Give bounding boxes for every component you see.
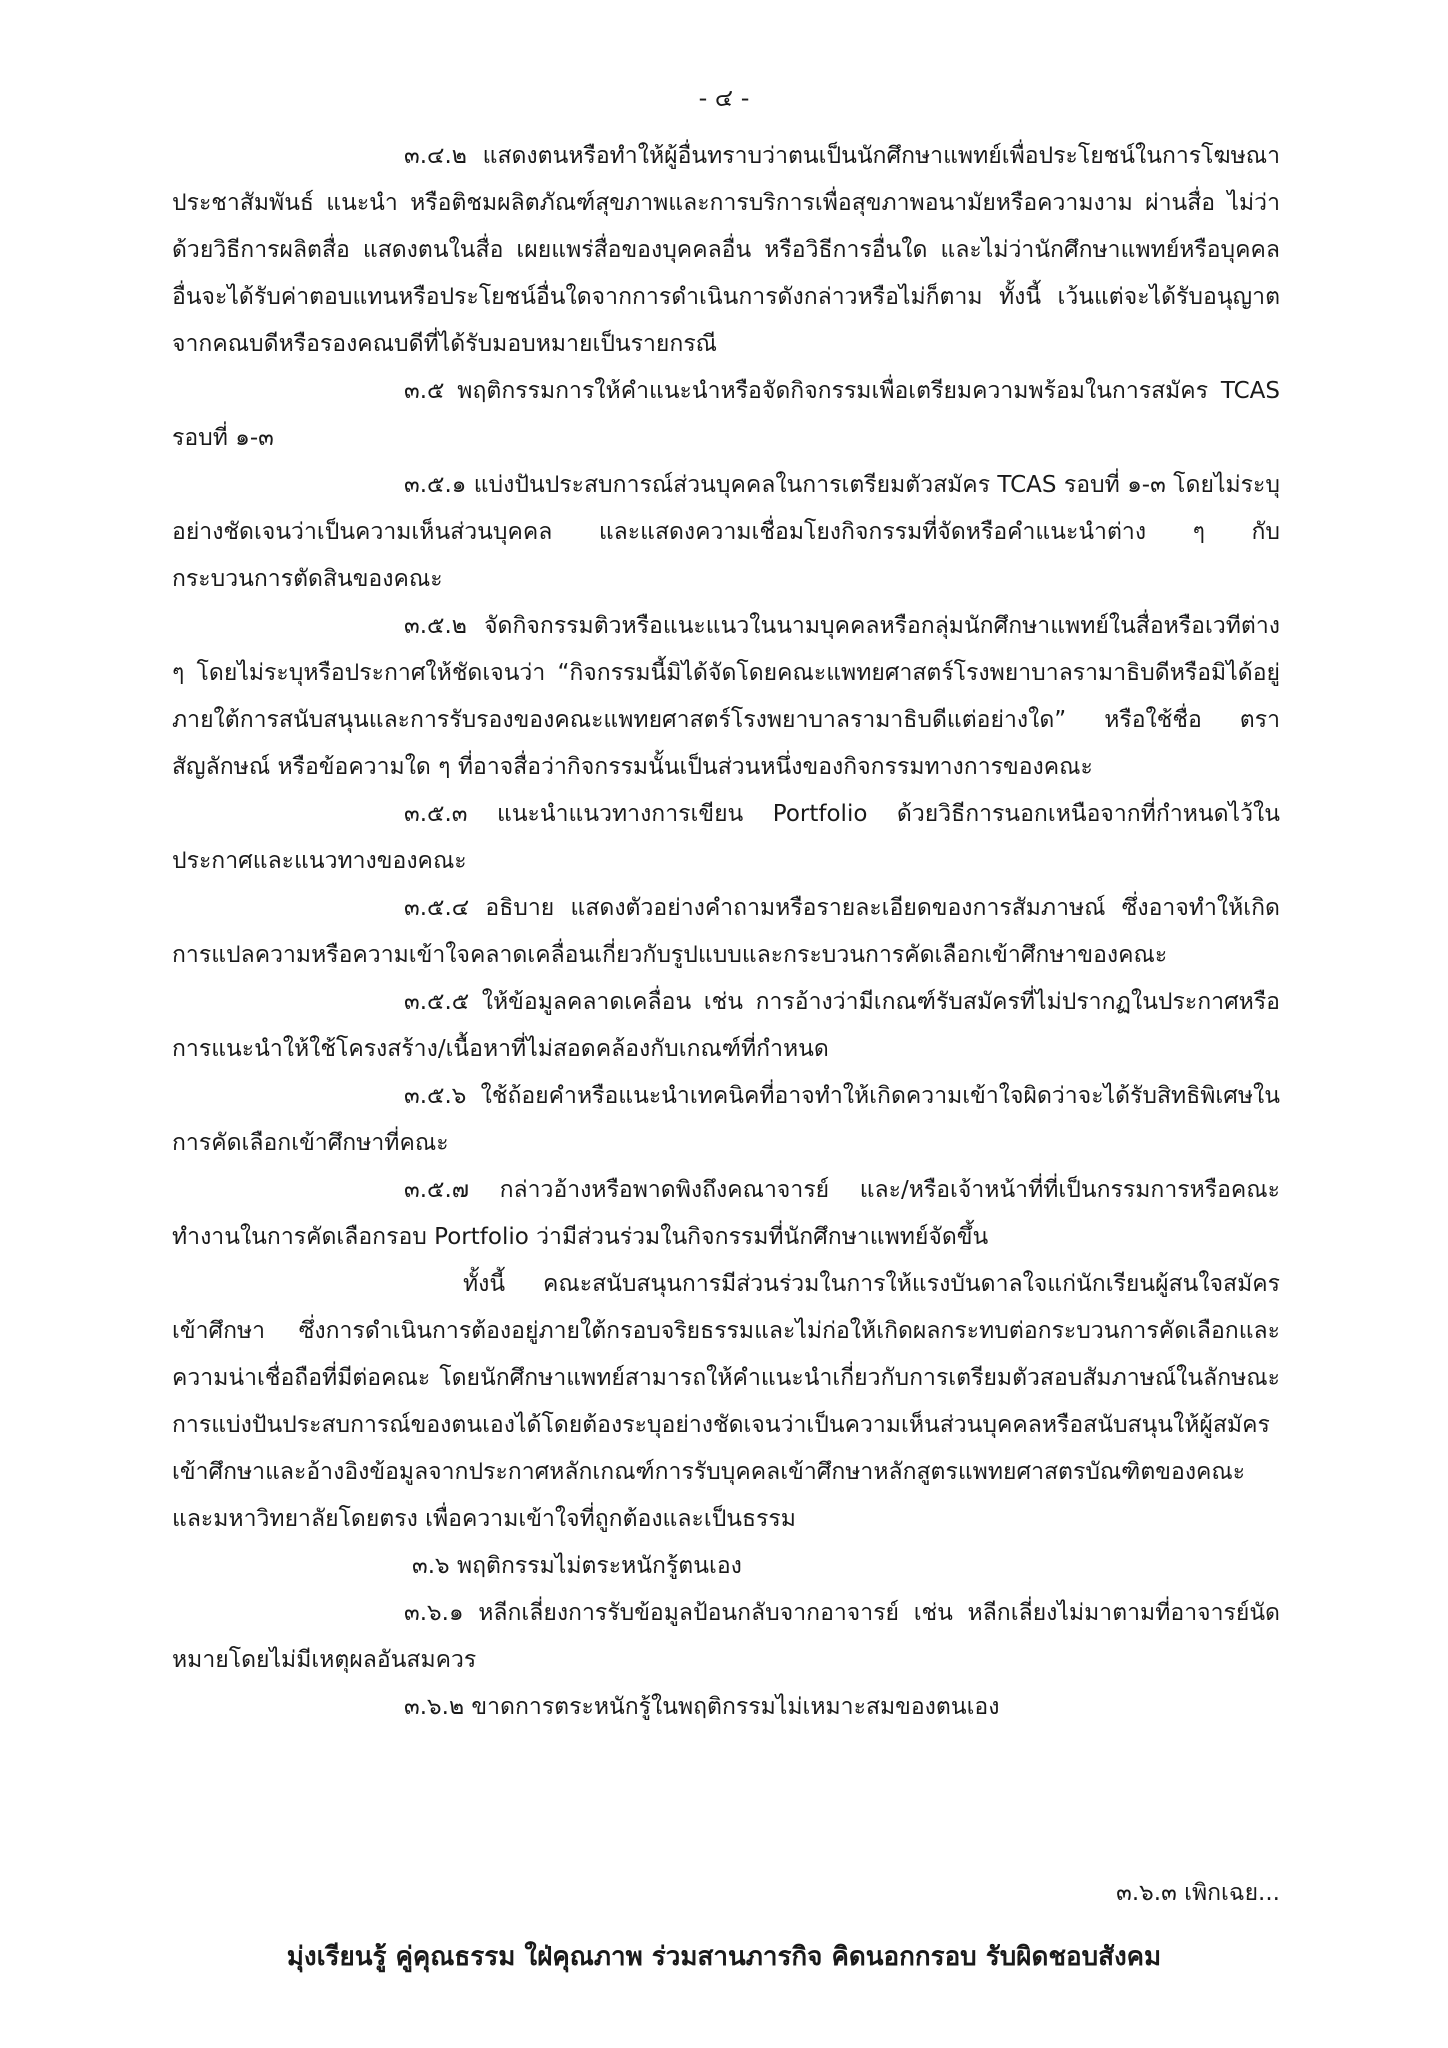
paragraph-3-6-1: ๓.๖.๑ หลีกเลี่ยงการรับข้อมูลป้อนกลับจากอาจารย์ เช่น หลีกเลี่ยงไม่มาตามที่อาจารย์นัดหมายโดยไม่มีเหตุผลอันสมควร <box>172 1600 1280 1673</box>
paragraph-3-5-7: ๓.๕.๗ กล่าวอ้างหรือพาดพิงถึงคณาจารย์ และ/หรือเจ้าหน้าที่ที่เป็นกรรมการหรือคณะทำงานในการคัดเลือกรอบ Portfolio ว่ามีส่วนร่วมในกิจกรรมที่นักศึกษาแพทย์จัดขึ้น <box>172 1177 1280 1250</box>
heading-3-6: ๓.๖ พฤติกรรมไม่ตระหนักรู้ตนเอง <box>412 1553 742 1579</box>
page-number: - ๔ - <box>698 84 750 112</box>
paragraph-3-5-3: ๓.๕.๓ แนะนำแนวทางการเขียน Portfolio ด้วยวิธีการนอกเหนือจากที่กำหนดไว้ในประกาศและแนวทางของคณะ <box>172 801 1280 874</box>
continuation-marker: ๓.๖.๓ เพิกเฉย... <box>1116 1880 1280 1906</box>
paragraph-3-5-2: ๓.๕.๒ จัดกิจกรรมติวหรือแนะแนวในนามบุคคลหรือกลุ่มนักศึกษาแพทย์ในสื่อหรือเวทีต่าง ๆ โดยไม่ระบุหรือประกาศให้ชัดเจนว่า “กิจกรรมนี้มิได้จัดโดยคณะแพทยศาสตร์โรงพยาบาลรามาธิบดีหรือมิได้อยู่ภายใต้การสนับสนุนและการรับรองของคณะแพทยศาสตร์โรงพยาบาลรามาธิบดีแต่อย่างใด” หรือใช้ชื่อ ตราสัญลักษณ์ หรือข้อความใด ๆ ที่อาจสื่อว่ากิจกรรมนั้นเป็นส่วนหนึ่งของกิจกรรมทางการของคณะ <box>172 613 1280 780</box>
paragraph-3-5-6: ๓.๕.๖ ใช้ถ้อยคำหรือแนะนำเทคนิคที่อาจทำให้เกิดความเข้าใจผิดว่าจะได้รับสิทธิพิเศษในการคัดเลือกเข้าศึกษาที่คณะ <box>172 1083 1280 1156</box>
heading-3-5: ๓.๕ พฤติกรรมการให้คำแนะนำหรือจัดกิจกรรมเพื่อเตรียมความพร้อมในการสมัคร TCAS รอบที่ ๑-๓ <box>172 378 1280 451</box>
paragraph-support-note: ทั้งนี้ คณะสนับสนุนการมีส่วนร่วมในการให้แรงบันดาลใจแก่นักเรียนผู้สนใจสมัครเข้าศึกษา ซึ่งการดำเนินการต้องอยู่ภายใต้กรอบจริยธรรมและไม่ก่อให้เกิดผลกระทบต่อกระบวนการคัดเลือกและความน่าเชื่อถือที่มีต่อคณะ โดยนักศึกษาแพทย์สามารถให้คำแนะนำเกี่ยวกับการเตรียมตัวสอบสัมภาษณ์ในลักษณะการแบ่งปันประสบการณ์ของตนเองได้โดยต้องระบุอย่างชัดเจนว่าเป็นความเห็นส่วนบุคคลหรือสนับสนุนให้ผู้สมัครเข้าศึกษาและอ้างอิงข้อมูลจากประกาศหลักเกณฑ์การรับบุคคลเข้าศึกษาหลักสูตรแพทยศาสตรบัณฑิตของคณะและมหาวิทยาลัยโดยตรง เพื่อความเข้าใจที่ถูกต้องและเป็นธรรม <box>172 1271 1280 1532</box>
footer-motto: มุ่งเรียนรู้ คู่คุณธรรม ใฝ่คุณภาพ ร่วมสานภารกิจ คิดนอกกรอบ รับผิดชอบสังคม <box>286 1942 1162 1972</box>
document-body <box>172 133 1280 1731</box>
paragraph-3-6-2: ๓.๖.๒ ขาดการตระหนักรู้ในพฤติกรรมไม่เหมาะสมของตนเอง <box>404 1694 1000 1720</box>
paragraph-3-5-4: ๓.๕.๔ อธิบาย แสดงตัวอย่างคำถามหรือรายละเอียดของการสัมภาษณ์ ซึ่งอาจทำให้เกิดการแปลความหรือความเข้าใจคลาดเคลื่อนเกี่ยวกับรูปแบบและกระบวนการคัดเลือกเข้าศึกษาของคณะ <box>172 895 1280 968</box>
paragraph-3-4-2: ๓.๔.๒ แสดงตนหรือทำให้ผู้อื่นทราบว่าตนเป็นนักศึกษาแพทย์เพื่อประโยชน์ในการโฆษณาประชาสัมพันธ์ แนะนำ หรือติชมผลิตภัณฑ์สุขภาพและการบริการเพื่อสุขภาพอนามัยหรือความงาม ผ่านสื่อ ไม่ว่าด้วยวิธีการผลิตสื่อ แสดงตนในสื่อ เผยแพร่สื่อของบุคคลอื่น หรือวิธีการอื่นใด และไม่ว่านักศึกษาแพทย์หรือบุคคลอื่นจะได้รับค่าตอบแทนหรือประโยชน์อื่นใดจากการดำเนินการดังกล่าวหรือไม่ก็ตาม ทั้งนี้ เว้นแต่จะได้รับอนุญาตจากคณบดีหรือรองคณบดีที่ได้รับมอบหมายเป็นรายกรณี <box>172 143 1280 357</box>
paragraph-3-5-1: ๓.๕.๑ แบ่งปันประสบการณ์ส่วนบุคคลในการเตรียมตัวสมัคร TCAS รอบที่ ๑-๓ โดยไม่ระบุอย่างชัดเจนว่าเป็นความเห็นส่วนบุคคล และแสดงความเชื่อมโยงกิจกรรมที่จัดหรือคำแนะนำต่าง ๆ กับกระบวนการตัดสินของคณะ <box>172 472 1280 592</box>
paragraph-3-5-5: ๓.๕.๕ ให้ข้อมูลคลาดเคลื่อน เช่น การอ้างว่ามีเกณฑ์รับสมัครที่ไม่ปรากฏในประกาศหรือการแนะนำให้ใช้โครงสร้าง/เนื้อหาที่ไม่สอดคล้องกับเกณฑ์ที่กำหนด <box>172 989 1280 1062</box>
